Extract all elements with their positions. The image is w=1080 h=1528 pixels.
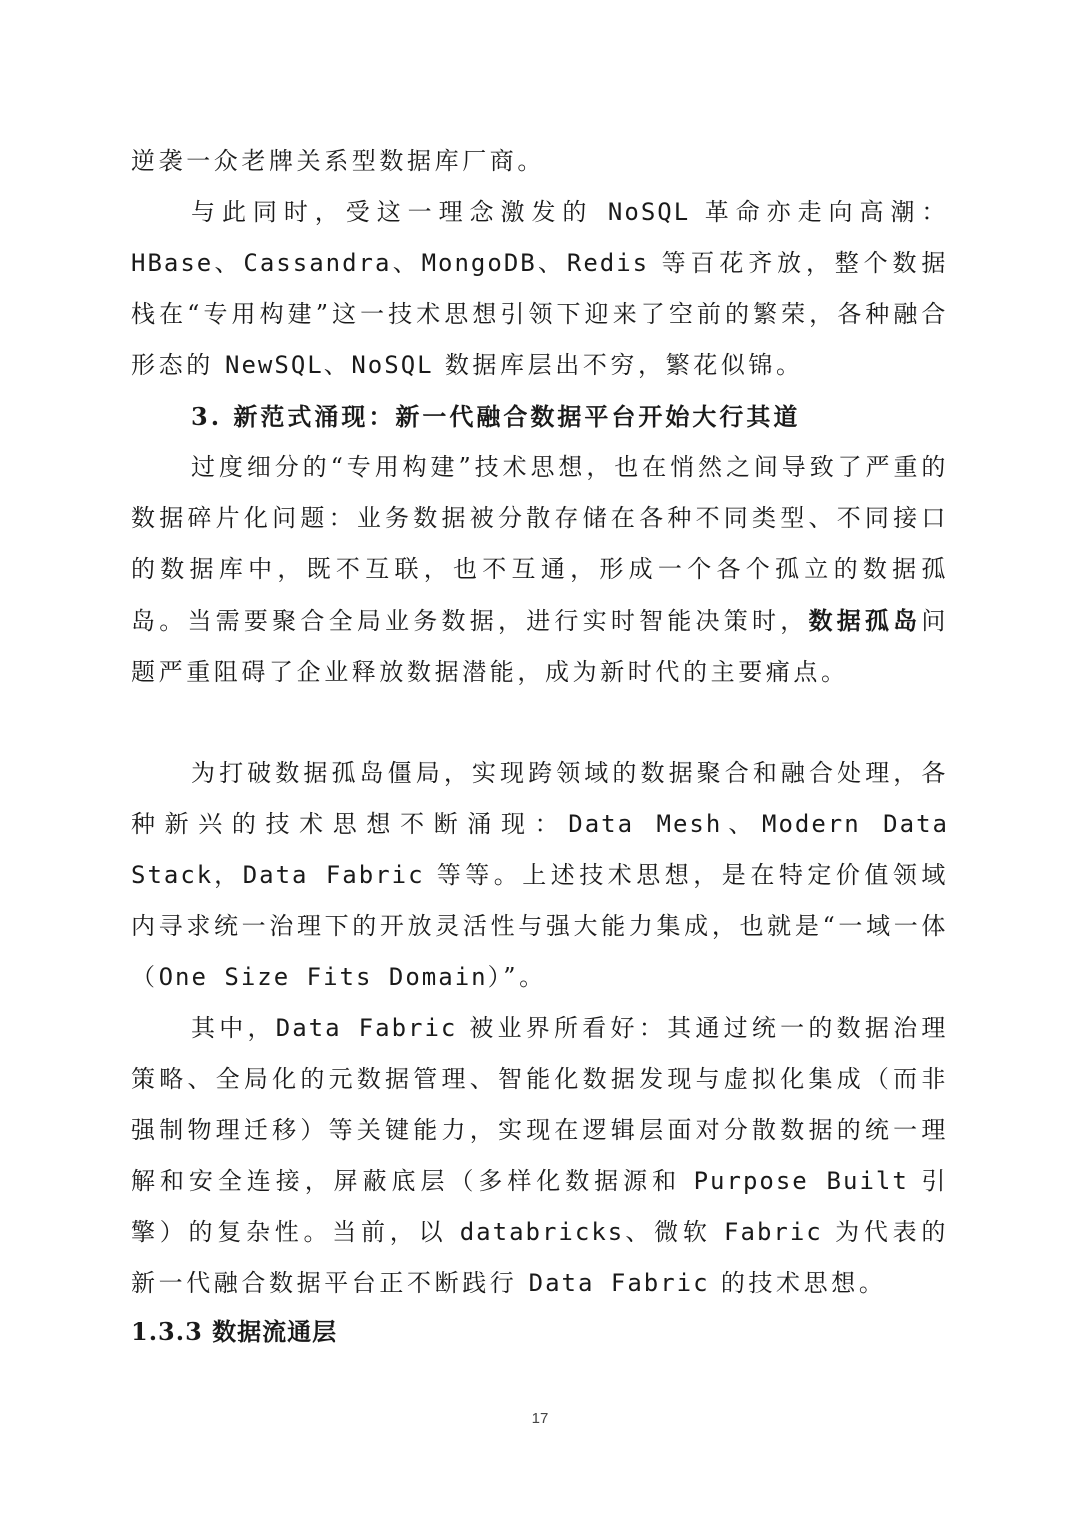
term-cassandra: Cassandra [243, 249, 392, 277]
text-run: 问题严重阻碍了企业释放数据潜能，成为新时代的主要痛点。 [131, 607, 949, 686]
text-run: 等百花齐放，整个数据栈在“专用构建”这一技术思想引领下迎来了空前的繁荣，各种融合形态的 [131, 249, 949, 379]
term-purpose-built: Purpose Built [693, 1167, 909, 1195]
term-data-fabric: Data Fabric [242, 861, 425, 889]
text-run: 数据库层出不穷，繁花似锦。 [433, 351, 804, 379]
text-run: 等等。上述技术思想，是在特定价值领域内寻求统一治理下的开放灵活性与强大能力集成，也就是“一域一体（ [131, 861, 949, 991]
term-fabric: Fabric [724, 1218, 823, 1246]
paragraph-new-ideas [131, 748, 949, 1003]
text-run: 、 [323, 351, 352, 379]
text-run: 革命亦走向高潮： [690, 198, 949, 226]
paragraph-nosql-revolution [131, 187, 949, 391]
term-data-fabric: Data Fabric [528, 1269, 710, 1297]
paragraph-data-fabric [131, 1003, 949, 1309]
text-run: 与此同时，受这一理念激发的 [191, 198, 608, 226]
term-one-size-fits-domain: One Size Fits Domain [158, 963, 488, 991]
term-newsql: NewSQL [225, 351, 324, 379]
term-redis: Redis [566, 249, 650, 277]
emphasis-data-silos: 数据孤岛 [808, 606, 922, 635]
text-run: 逆袭一众老牌关系型数据库厂商。 [131, 147, 545, 175]
term-data-mesh: Data Mesh [568, 810, 723, 838]
paragraph-continuation [131, 136, 949, 187]
text-run: ， [213, 861, 243, 889]
text-run: 为打破数据孤岛僵局，实现跨领域的数据聚合和融合处理，各种新兴的技术思想不断涌现： [131, 759, 949, 838]
page-number: 17 [531, 1410, 549, 1427]
text-run: ）”。 [487, 963, 547, 991]
text-run: 被业界所看好：其通过统一的数据治理策略、全局化的元数据管理、智能化数据发现与虚拟化集成（而非强制物理迁移）等关键能力，实现在逻辑层面对分散数据的统一理解和安全连接，屏蔽底层（多样化数据源和 [131, 1014, 949, 1195]
term-modern-data-stack: Modern Data Stack [131, 810, 949, 889]
text-run: 、 [391, 249, 422, 277]
text-run: 为代表的新一代融合数据平台正不断践行 [131, 1218, 950, 1297]
text-run: 的技术思想。 [709, 1269, 887, 1297]
term-hbase: HBase [131, 249, 214, 277]
term-data-fabric: Data Fabric [275, 1014, 458, 1042]
term-databricks: databricks [459, 1218, 625, 1246]
term-mongodb: MongoDB [421, 249, 537, 277]
paragraph-data-silos [131, 442, 949, 698]
text-run: 、 [536, 249, 567, 277]
text-run: 、微软 [624, 1218, 725, 1246]
text-run: 、 [722, 810, 762, 838]
text-run: 、 [213, 249, 244, 277]
text-run: 其中， [191, 1014, 276, 1042]
term-nosql: NoSQL [351, 351, 434, 379]
section-heading-data-circulation: 1.3.3 数据流通层 [131, 1317, 338, 1346]
text-run: 过度细分的“专用构建”技术思想，也在悄然之间导致了严重的数据碎片化问题：业务数据被分散存储在各种不同类型、不同接口的数据库中，既不互联，也不互通，形成一个各个孤立的数据孤岛。当需要聚合全局业务数据，进行实时智能决策时， [131, 453, 949, 635]
subheading-new-paradigm: 3. 新范式涌现：新一代融合数据平台开始大行其道 [191, 402, 801, 431]
term-nosql: NoSQL [607, 198, 691, 226]
text-run: 引擎）的复杂性。当前，以 [131, 1167, 949, 1246]
